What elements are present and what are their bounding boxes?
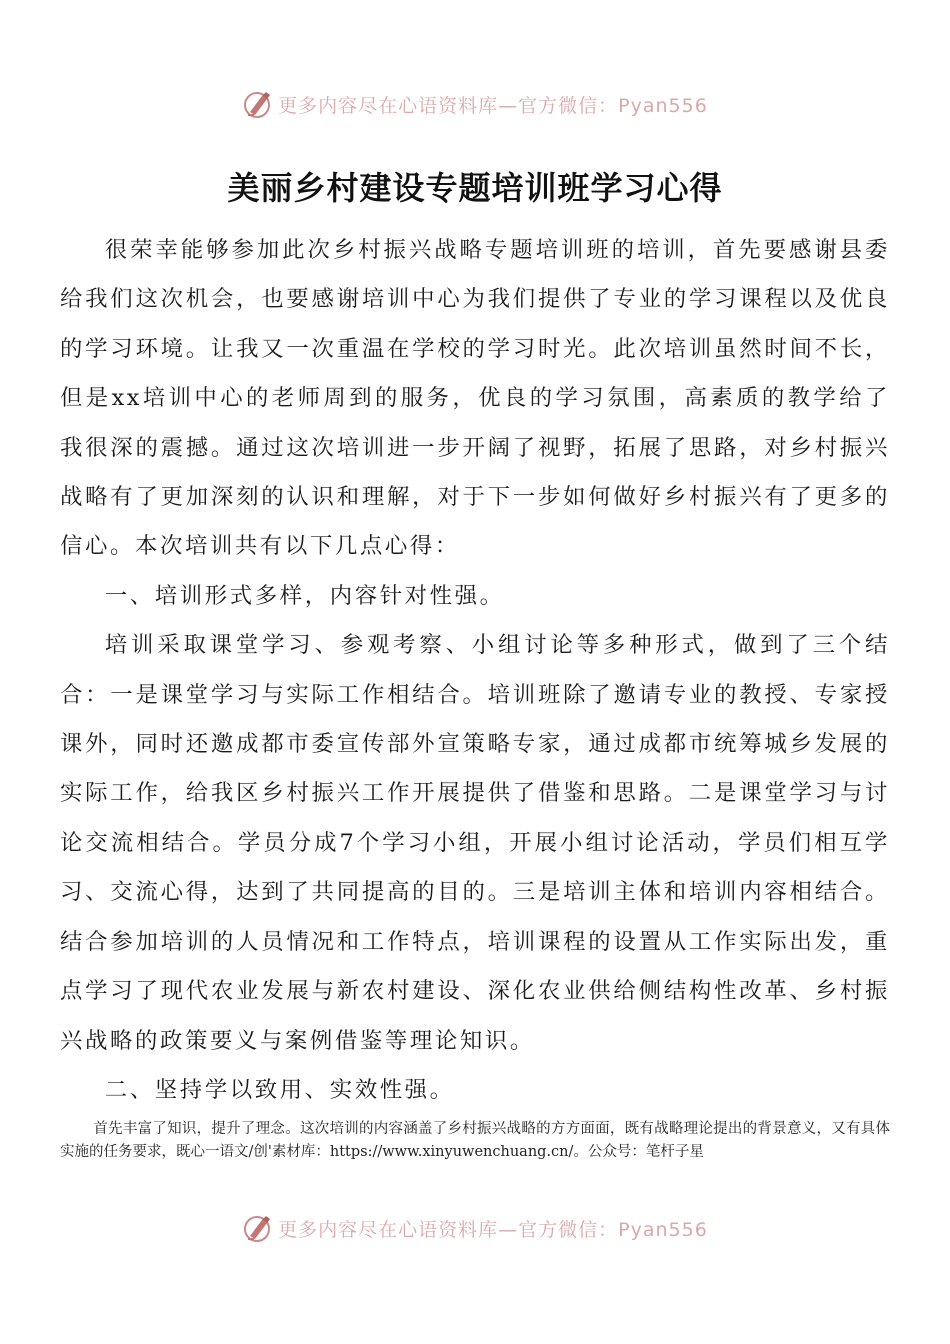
- paragraph-section-1: 培训采取课堂学习、参观考察、小组讨论等多种形式，做到了三个结合：一是课堂学习与实际工作相结合。培训班除了邀请专业的教授、专家授课外，同时还邀成都市委宣传部外宣策略专家，通过成都市统筹城乡发展的实际工作，给我区乡村振兴工作开展提供了借鉴和思路。二是课堂学习与讨论交流相结合。学员分成7个学习小组，开展小组讨论活动，学员们相互学习、交流心得，达到了共同提高的目的。三是培训主体和培训内容相结合。结合参加培训的人员情况和工作特点，培训课程的设置从工作实际出发，重点学习了现代农业发展与新农村建设、深化农业供给侧结构性改革、乡村振兴战略的政策要义与案例借鉴等理论知识。: [60, 632, 890, 1054]
- document-body: [60, 226, 890, 1115]
- section-heading-1: 一、培训形式多样，内容针对性强。: [104, 582, 505, 609]
- pen-nib-circle-icon: [242, 1212, 274, 1244]
- watermark-text: 更多内容尽在心语资料库—官方微信：Pyan556: [278, 1218, 708, 1241]
- small-print-paragraph: 首先丰富了知识，提升了理念。这次培训的内容涵盖了乡村振兴战略的方方面面，既有战略理论提出的背景意义，又有具体实施的任务要求，既心一语文/创'素材库：https://www.xinyuwenchuang.cn/。公众号：笔杆子星: [60, 1121, 890, 1160]
- section-heading-2: 二、坚持学以致用、实效性强。: [104, 1076, 455, 1103]
- watermark-text: 更多内容尽在心语资料库—官方微信：Pyan556: [278, 94, 708, 117]
- watermark-banner-top: [0, 84, 950, 124]
- document-title: 美丽乡村建设专题培训班学习心得: [227, 169, 723, 208]
- paragraph-intro: 很荣幸能够参加此次乡村振兴战略专题培训班的培训，首先要感谢县委给我们这次机会，也要感谢培训中心为我们提供了专业的学习课程以及优良的学习环境。让我又一次重温在学校的学习时光。此次培训虽然时间不长，但是xx培训中心的老师周到的服务，优良的学习氛围，高素质的教学给了我很深的震撼。通过这次培训进一步开阔了视野，拓展了思路，对乡村振兴战略有了更加深刻的认识和理解，对于下一步如何做好乡村振兴有了更多的信心。本次培训共有以下几点心得：: [60, 237, 890, 560]
- pen-nib-circle-icon: [242, 88, 274, 120]
- watermark-banner-bottom: [0, 1208, 950, 1248]
